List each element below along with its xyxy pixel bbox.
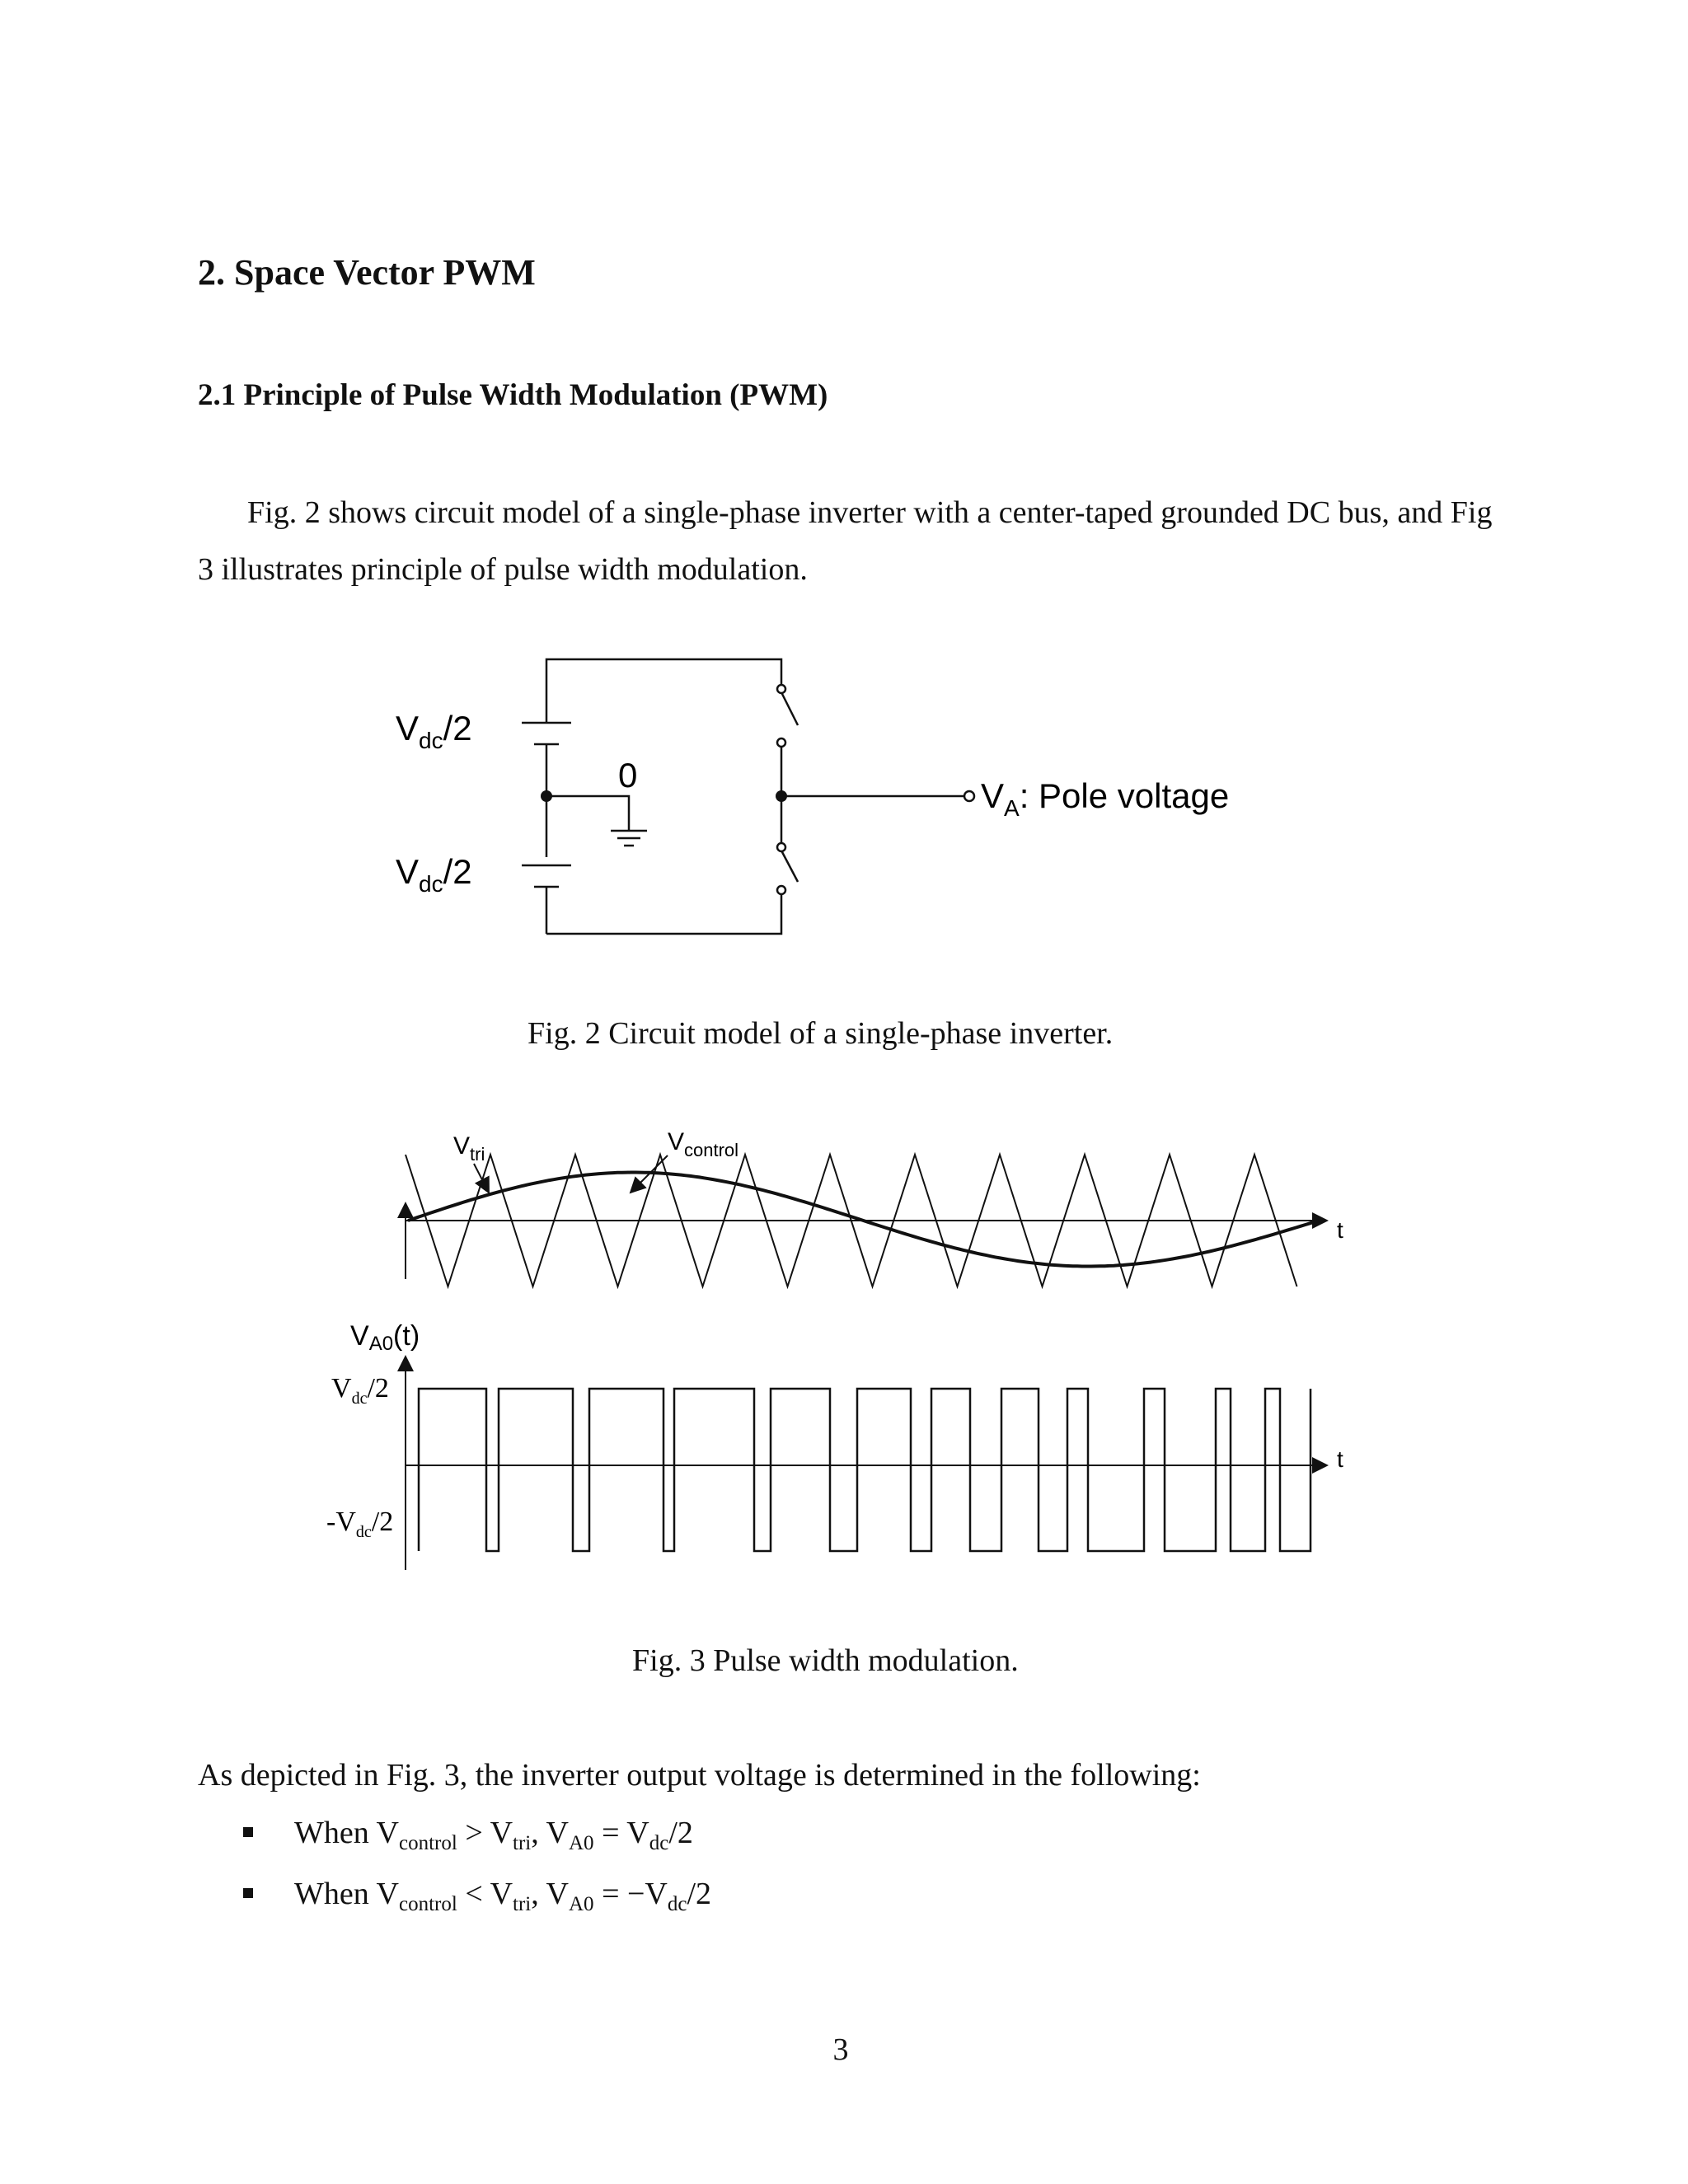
- upper-switch: [781, 692, 798, 725]
- upper-source-label: $V_{dc}/2$: [396, 709, 472, 753]
- section-heading: 2. Space Vector PWM: [198, 252, 536, 293]
- figure-3-caption: Fig. 3 Pulse width modulation.: [632, 1643, 1019, 1678]
- rule-item-1: When $V_{control} > V_{tri}$, $V_{A0} = V_{dc}/2$: [243, 1815, 693, 1851]
- subsection-heading: 2.1 Principle of Pulse Width Modulation (PWM): [198, 378, 828, 412]
- figure-3-pwm: [0, 1113, 1688, 1574]
- lower-switch: [781, 851, 798, 882]
- paragraph-text: Fig. 2 shows circuit model of a single-phase inverter with a center-taped grounded DC bus, and Fig 3 illustrates principle of pulse width modulation.: [198, 495, 1493, 587]
- bullet-square-icon: [243, 1827, 253, 1837]
- figure-2-circuit: [0, 0, 1688, 989]
- negative-level-label: $-V_{dc}/2$: [326, 1507, 394, 1541]
- pole-node: [776, 790, 787, 802]
- ground-label: 0: [618, 756, 638, 794]
- intro-sentence: As depicted in Fig. 3, the inverter output voltage is determined in the following:: [198, 1758, 1201, 1793]
- figure-2-caption: Fig. 2 Circuit model of a single-phase inverter.: [528, 1016, 1114, 1051]
- lower-source-label: $V_{dc}/2$: [396, 852, 472, 897]
- pwm-output-wave: [419, 1389, 1311, 1551]
- control-label: $V_{control}$: [668, 1128, 739, 1160]
- page-number: 3: [832, 2032, 849, 2067]
- output-terminal: [964, 791, 974, 801]
- pole-voltage-label: $V_A$: Pole voltage: [981, 776, 1230, 821]
- top-t-label: t: [1337, 1217, 1343, 1243]
- bullet-square-icon: [243, 1888, 253, 1898]
- positive-level-label: $V_{dc}/2$: [331, 1373, 389, 1408]
- output-axis-label: VA0(t): [350, 1320, 420, 1355]
- tri-label: $V_{tri}$: [453, 1132, 485, 1165]
- rule-item-2: When $V_{control} < V_{tri}$, $V_{A0} = -V_{dc}/2$: [243, 1876, 711, 1912]
- midpoint-node: [541, 790, 552, 802]
- bottom-t-label: t: [1337, 1446, 1343, 1472]
